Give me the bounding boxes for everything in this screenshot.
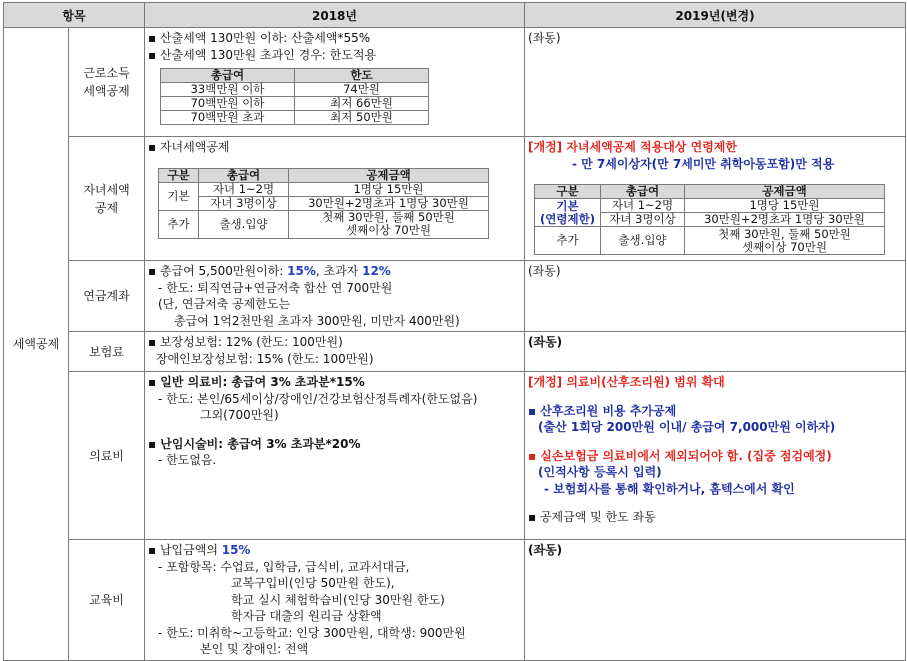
text-line: ▪ 공제금액 및 한도 좌동: [528, 510, 656, 524]
category-cell: 세액공제: [4, 28, 69, 661]
text-line: 그외(700만원): [200, 408, 279, 422]
text-line: ▪ 총급여 5,500만원이하: 15%, 초과자 12%: [148, 264, 391, 278]
table-cell: 추가: [535, 227, 601, 255]
table-cell: 첫째 30만원, 둘째 50만원 셋째이상 70만원: [289, 210, 489, 238]
th-limit: 한도: [295, 69, 429, 83]
table-cell: 출생.입양: [601, 227, 685, 255]
text-line: ▪ 보장성보험: 12% (한도: 100만원): [148, 335, 343, 349]
cell-2018-child: [145, 137, 525, 261]
cell-2019-child: [525, 137, 906, 261]
cell-2018-earned-income: [145, 28, 525, 137]
text-line: 학자금 대출의 원리금 상환액: [231, 609, 382, 623]
text-line: (출산 1회당 200만원 이내/ 총급여 7,000만원 이하자): [538, 420, 836, 434]
th-amount: 공제금액: [685, 185, 885, 199]
text-line: (좌동): [528, 335, 563, 349]
table-cell: 70백만원 이하: [161, 97, 295, 111]
header-item: 항목: [4, 3, 145, 28]
cell-2019-earned-income: [525, 28, 906, 137]
text-line: (단, 연금저축 공제한도는: [158, 297, 291, 311]
text-line: ▪ 납입금액의 15%: [148, 543, 251, 557]
row-label-child: 자녀세액 공제: [69, 137, 145, 261]
table-cell: 자녀 3명이상: [601, 213, 685, 227]
table-cell: 기본: [159, 182, 199, 210]
postpartum-item: ▪ 산후조리원 비용 추가공제: [528, 403, 677, 418]
text-line: 교복구입비(인당 50만원 한도),: [231, 576, 395, 590]
table-cell: 자녀 1~2명: [199, 182, 289, 196]
revision-title: [개정] 자녀세액공제 적용대상 연령제한: [528, 140, 737, 154]
text-line: - 포함항목: 수업료, 입학금, 급식비, 교과서대금,: [158, 559, 410, 574]
header-2018: 2018년: [145, 3, 525, 28]
rate-12: 12%: [362, 264, 391, 278]
text-line: (좌동): [528, 543, 563, 557]
cell-2018-insurance: [145, 332, 525, 372]
child-credit-table-2019: [534, 184, 885, 255]
text-line: ▪ 산출세액 130만원 이하: 산출세액*55%: [148, 31, 371, 45]
revision-note: - 만 7세이상자(만 7세미만 취학아동포함)만 적용: [572, 156, 835, 171]
table-cell: 자녀 3명이상: [199, 196, 289, 210]
child-credit-table-2018: [158, 168, 489, 239]
th-type: 구분: [535, 185, 601, 199]
table-cell: 최저 50만원: [295, 111, 429, 125]
cell-2019-medical: [525, 372, 906, 540]
cell-2018-education: [145, 540, 525, 661]
cell-2019-insurance: [525, 332, 906, 372]
header-2019: 2019년(변경): [525, 3, 906, 28]
medical-infertility: ▪ 난임시술비: 총급여 3% 초과분*20%: [148, 436, 361, 451]
table-cell: 30만원+2명초과 1명당 30만원: [685, 213, 885, 227]
table-cell: 추가: [159, 210, 199, 238]
row-label-insurance: 보험료: [69, 332, 145, 372]
row-label-earned-income: 근로소득 세액공제: [69, 28, 145, 137]
text-line: - 한도없음.: [158, 453, 217, 467]
table-cell: 1명당 15만원: [685, 199, 885, 213]
th-total-pay: 총급여: [161, 69, 295, 83]
text-line: ▪ 산출세액 130만원 초과인 경우: 한도적용: [148, 47, 377, 62]
rate-15: 15%: [287, 264, 316, 278]
earned-income-limit-table: [160, 68, 429, 125]
cell-2018-pension: [145, 261, 525, 332]
row-label-education: 교육비: [69, 540, 145, 661]
age-limit-label: 기본 (연령제한): [535, 199, 601, 227]
text-line: (좌동): [528, 264, 561, 278]
text-line: - 한도: 본인/65세이상/장애인/건강보험산정특례자(한도없음): [158, 391, 478, 406]
text-line: 본인 및 장애인: 전액: [200, 642, 309, 656]
text-line: 학교 실시 체험학습비(인당 30만원 한도): [231, 592, 445, 607]
th-amount: 공제금액: [289, 168, 489, 182]
text-line: 장애인보장성보험: 15% (한도: 100만원): [156, 351, 374, 366]
text-line: - 한도: 미취학~고등학교: 인당 300만원, 대학생: 900만원: [158, 625, 466, 640]
tax-credit-table: [3, 2, 906, 661]
table-cell: 74만원: [295, 83, 429, 97]
rate-15: 15%: [221, 543, 251, 557]
cell-2019-pension: [525, 261, 906, 332]
text-line: (인적사항 등록시 입력): [538, 465, 662, 479]
table-cell: 30만원+2명초과 1명당 30만원: [289, 196, 489, 210]
th-type: 구분: [159, 168, 199, 182]
text-line: ▪ 자녀세액공제: [148, 140, 230, 154]
medical-general: ▪ 일반 의료비: 총급여 3% 초과분*15%: [148, 375, 365, 389]
table-cell: 첫째 30만원, 둘째 50만원 셋째이상 70만원: [685, 227, 885, 255]
text-line: (좌동): [528, 31, 561, 45]
table-cell: 1명당 15만원: [289, 182, 489, 196]
row-label-medical: 의료비: [69, 372, 145, 540]
row-label-pension: 연금계좌: [69, 261, 145, 332]
table-cell: 33백만원 이하: [161, 83, 295, 97]
insurance-exclusion-item: ▪ 실손보험금 의료비에서 제외되어야 함. (집중 점검예정): [528, 448, 832, 463]
table-cell: 출생.입양: [199, 210, 289, 238]
text-line: - 한도: 퇴직연금+연금저축 합산 연 700만원: [158, 280, 393, 295]
revision-title: [개정] 의료비(산후조리원) 범위 확대: [528, 375, 725, 389]
text-line: 총급여 1억2천만원 초과자 300만원, 미만자 400만원): [174, 313, 460, 328]
cell-2018-medical: [145, 372, 525, 540]
text-line: - 보험회사를 통해 확인하거나, 홈텍스에서 확인: [544, 481, 795, 496]
table-cell: 70백만원 초과: [161, 111, 295, 125]
th-total-pay: 총급여: [199, 168, 289, 182]
table-cell: 최저 66만원: [295, 97, 429, 111]
th-total-pay: 총급여: [601, 185, 685, 199]
table-cell: 자녀 1~2명: [601, 199, 685, 213]
cell-2019-education: [525, 540, 906, 661]
